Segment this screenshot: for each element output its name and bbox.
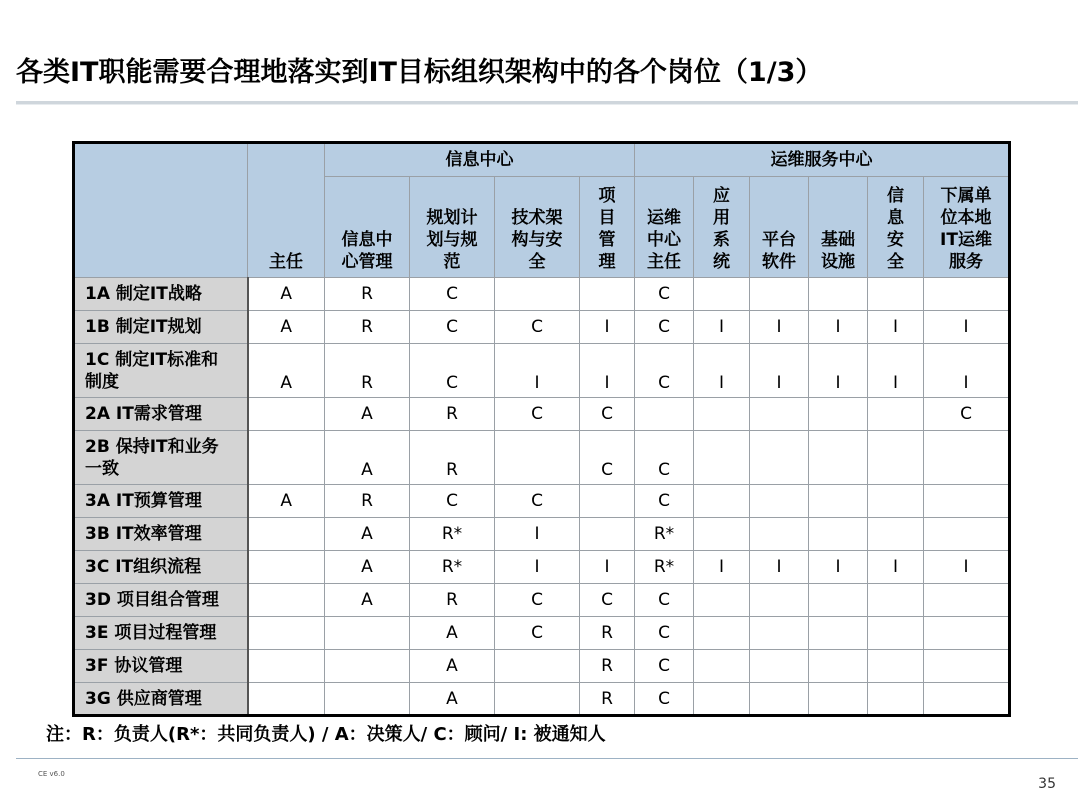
raci-cell [694,431,750,485]
page-number: 35 [1038,776,1056,792]
raci-cell [868,398,924,431]
raci-cell [750,683,809,716]
raci-cell: C [580,584,635,617]
raci-cell [868,431,924,485]
raci-cell [750,485,809,518]
row-label: 1B 制定IT规划 [74,311,248,344]
raci-cell [750,617,809,650]
raci-cell [924,518,1010,551]
table-row [74,311,1010,344]
raci-cell: C [410,278,495,311]
raci-cell: C [495,584,580,617]
raci-cell [248,617,325,650]
table-row [74,431,1010,485]
raci-cell [750,398,809,431]
raci-cell [694,518,750,551]
raci-cell [694,278,750,311]
column-header: 下属单 位本地 IT运维 服务 [924,177,1010,278]
raci-cell [248,584,325,617]
raci-cell [868,584,924,617]
column-header: 技术架 构与安 全 [495,177,580,278]
row-label: 3C IT组织流程 [74,551,248,584]
column-header: 应 用 系 统 [694,177,750,278]
raci-cell: C [495,398,580,431]
footer-divider [16,758,1078,759]
raci-cell [809,398,868,431]
raci-cell: A [325,431,410,485]
column-header: 项 目 管 理 [580,177,635,278]
raci-cell: R* [635,551,694,584]
raci-cell: R [325,485,410,518]
raci-cell: C [924,398,1010,431]
raci-cell [635,398,694,431]
raci-cell [248,650,325,683]
raci-cell: I [868,344,924,398]
column-header: 基础 设施 [809,177,868,278]
raci-cell [924,485,1010,518]
raci-cell: C [635,431,694,485]
raci-cell [809,278,868,311]
raci-cell [868,650,924,683]
raci-cell: I [495,518,580,551]
raci-cell: C [410,311,495,344]
raci-table [72,141,1011,717]
raci-cell: C [635,344,694,398]
column-header: 平台 软件 [750,177,809,278]
raci-cell: A [325,584,410,617]
raci-cell: C [410,344,495,398]
raci-cell [580,518,635,551]
raci-cell [694,584,750,617]
raci-cell: R [410,584,495,617]
raci-cell: C [580,431,635,485]
raci-cell [580,278,635,311]
raci-cell: R [580,617,635,650]
row-label: 1C 制定IT标准和 制度 [74,344,248,398]
row-label: 3G 供应商管理 [74,683,248,716]
raci-cell [750,584,809,617]
raci-cell [694,617,750,650]
raci-cell: I [694,344,750,398]
raci-cell [809,683,868,716]
table-row [74,584,1010,617]
raci-cell [495,278,580,311]
raci-cell [868,683,924,716]
group-header-info-center: 信息中心 [325,143,635,177]
row-label: 3B IT效率管理 [74,518,248,551]
title-divider [16,101,1078,104]
column-header: 信 息 安 全 [868,177,924,278]
row-label: 3E 项目过程管理 [74,617,248,650]
raci-cell [694,650,750,683]
table-row [74,278,1010,311]
raci-cell: C [495,311,580,344]
table-row [74,683,1010,716]
raci-cell [248,683,325,716]
raci-cell: I [495,344,580,398]
raci-cell [750,518,809,551]
raci-cell: A [248,278,325,311]
group-header-ops-center: 运维服务中心 [635,143,1010,177]
row-label: 3F 协议管理 [74,650,248,683]
raci-cell [809,584,868,617]
column-header: 运维 中心 主任 [635,177,694,278]
table-row [74,518,1010,551]
raci-cell [809,617,868,650]
raci-cell: A [248,344,325,398]
raci-cell: I [868,311,924,344]
raci-cell: A [410,650,495,683]
column-header: 规划计 划与规 范 [410,177,495,278]
raci-cell [248,518,325,551]
column-header: 主任 [248,143,325,278]
raci-cell [495,650,580,683]
raci-cell [495,431,580,485]
raci-cell: C [410,485,495,518]
raci-cell [868,278,924,311]
table-row [74,551,1010,584]
raci-cell [924,278,1010,311]
raci-cell: R [410,398,495,431]
raci-cell [868,518,924,551]
raci-cell [580,485,635,518]
row-label: 1A 制定IT战略 [74,278,248,311]
table-row [74,398,1010,431]
raci-cell: R* [635,518,694,551]
raci-cell [694,485,750,518]
raci-cell: A [248,485,325,518]
raci-cell: I [495,551,580,584]
table-row [74,617,1010,650]
raci-cell [868,617,924,650]
raci-cell: I [580,551,635,584]
raci-cell: A [325,398,410,431]
raci-cell: A [325,551,410,584]
raci-cell: I [694,311,750,344]
raci-cell [924,683,1010,716]
raci-cell [694,398,750,431]
table-row [74,650,1010,683]
raci-cell: I [694,551,750,584]
raci-cell [809,485,868,518]
raci-cell: C [635,584,694,617]
raci-cell: I [924,311,1010,344]
raci-cell: I [924,551,1010,584]
raci-cell: I [580,344,635,398]
raci-cell [924,650,1010,683]
raci-cell [868,485,924,518]
raci-cell: I [750,311,809,344]
row-label: 3D 项目组合管理 [74,584,248,617]
page-title: 各类IT职能需要合理地落实到IT目标组织架构中的各个岗位（1/3） [16,57,823,88]
raci-cell: A [325,518,410,551]
raci-cell: R [580,650,635,683]
raci-cell: I [809,344,868,398]
table-corner-cell [74,143,248,278]
footer-version: CE v6.0 [38,770,65,778]
raci-cell [325,650,410,683]
raci-cell [325,617,410,650]
raci-cell [809,650,868,683]
raci-cell: C [635,683,694,716]
raci-cell [809,431,868,485]
raci-cell: C [580,398,635,431]
legend-note: 注：R：负责人(R*：共同负责人) / A：决策人/ C：顾问/ I: 被通知人 [46,724,606,745]
raci-cell [750,431,809,485]
raci-cell: A [410,683,495,716]
raci-cell: A [248,311,325,344]
raci-cell [248,551,325,584]
raci-cell [750,278,809,311]
raci-cell [248,431,325,485]
raci-cell [924,584,1010,617]
raci-cell: C [635,278,694,311]
raci-cell: C [635,650,694,683]
raci-cell: I [809,311,868,344]
raci-cell: I [924,344,1010,398]
row-label: 3A IT预算管理 [74,485,248,518]
column-header: 信息中 心管理 [325,177,410,278]
raci-cell: I [809,551,868,584]
raci-cell: I [580,311,635,344]
table-row [74,485,1010,518]
raci-cell [750,650,809,683]
raci-cell: R* [410,518,495,551]
raci-cell: R* [410,551,495,584]
raci-cell: C [635,617,694,650]
raci-cell: R [325,311,410,344]
raci-cell [924,431,1010,485]
raci-cell: R [580,683,635,716]
raci-cell: A [410,617,495,650]
raci-cell [694,683,750,716]
raci-cell [809,518,868,551]
raci-cell [495,683,580,716]
raci-cell: R [410,431,495,485]
row-label: 2B 保持IT和业务 一致 [74,431,248,485]
raci-cell: I [750,344,809,398]
raci-cell: C [495,617,580,650]
raci-cell: R [325,278,410,311]
raci-cell [924,617,1010,650]
raci-cell: C [635,311,694,344]
raci-cell: I [750,551,809,584]
raci-cell: I [868,551,924,584]
raci-cell: R [325,344,410,398]
raci-cell: C [495,485,580,518]
raci-cell [325,683,410,716]
raci-cell [248,398,325,431]
table-row [74,344,1010,398]
raci-cell: C [635,485,694,518]
row-label: 2A IT需求管理 [74,398,248,431]
